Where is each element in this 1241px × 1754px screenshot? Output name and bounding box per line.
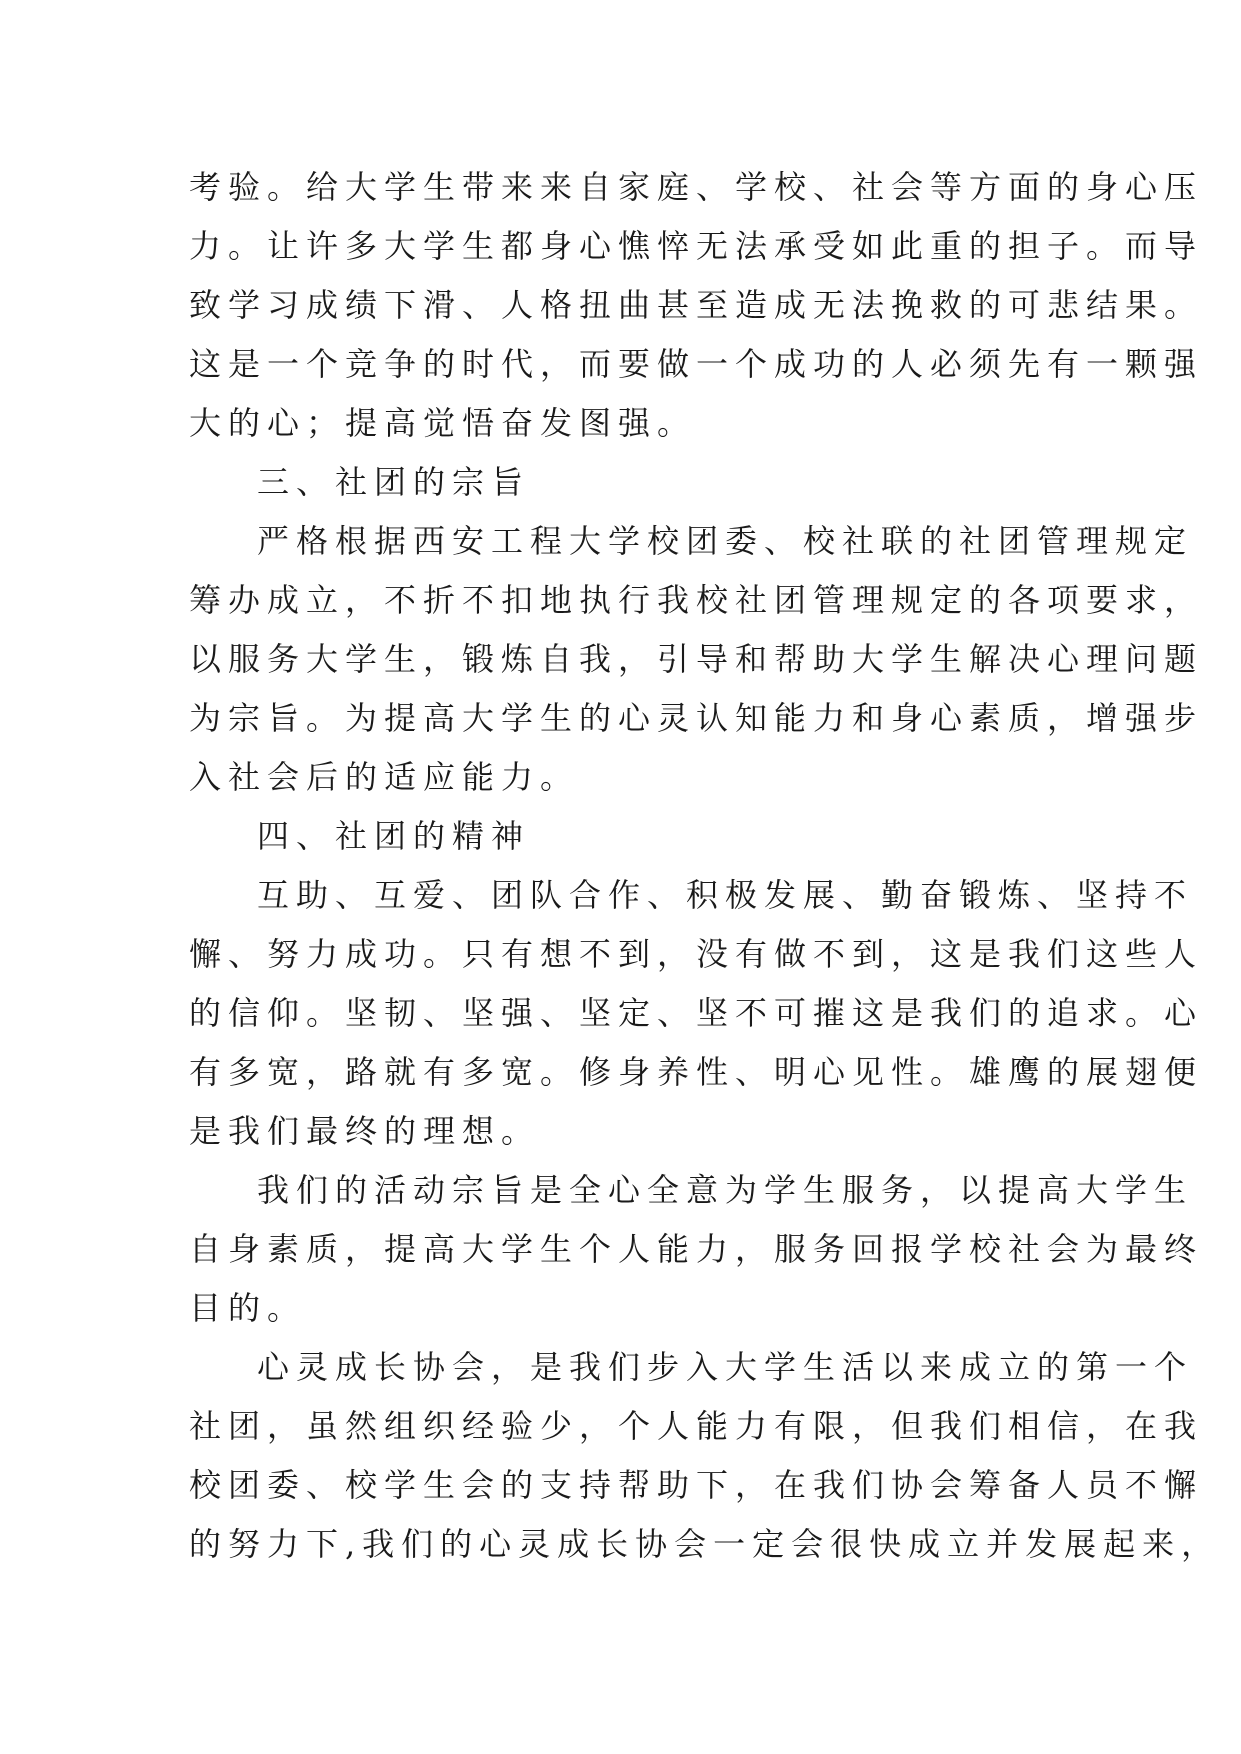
text-line: 大的心；提高觉悟奋发图强。	[189, 404, 697, 442]
section-heading-spirit: 四、社团的精神	[257, 817, 531, 855]
text-line: 以服务大学生，锻炼自我，引导和帮助大学生解决心理问题	[189, 640, 1204, 678]
text-line: 懈、努力成功。只有想不到，没有做不到，这是我们这些人	[189, 935, 1204, 973]
text-line: 我们的活动宗旨是全心全意为学生服务，以提高大学生	[257, 1171, 1194, 1209]
text-line: 的信仰。坚韧、坚强、坚定、坚不可摧这是我们的追求。心	[189, 994, 1204, 1032]
text-line: 考验。给大学生带来来自家庭、学校、社会等方面的身心压	[189, 168, 1204, 206]
text-line: 入社会后的适应能力。	[189, 758, 580, 796]
text-line: 力。让许多大学生都身心憔悴无法承受如此重的担子。而导	[189, 227, 1204, 265]
text-line: 自身素质，提高大学生个人能力，服务回报学校社会为最终	[189, 1230, 1204, 1268]
text-line: 有多宽，路就有多宽。修身养性、明心见性。雄鹰的展翅便	[189, 1053, 1204, 1091]
text-line: 校团委、校学生会的支持帮助下，在我们协会筹备人员不懈	[189, 1466, 1204, 1504]
document-body	[189, 158, 1221, 1574]
text-line: 目的。	[189, 1289, 307, 1327]
text-line: 是我们最终的理想。	[189, 1112, 541, 1150]
section-heading-purpose: 三、社团的宗旨	[257, 463, 531, 501]
text-line: 为宗旨。为提高大学生的心灵认知能力和身心素质，增强步	[189, 699, 1204, 737]
text-line: 的努力下,我们的心灵成长协会一定会很快成立并发展起来，	[189, 1525, 1221, 1563]
text-line: 社团，虽然组织经验少，个人能力有限，但我们相信，在我	[189, 1407, 1204, 1445]
text-line: 严格根据西安工程大学校团委、校社联的社团管理规定	[257, 522, 1194, 560]
text-line: 致学习成绩下滑、人格扭曲甚至造成无法挽救的可悲结果。	[189, 286, 1204, 324]
text-line: 互助、互爱、团队合作、积极发展、勤奋锻炼、坚持不	[257, 876, 1194, 914]
text-line: 筹办成立，不折不扣地执行我校社团管理规定的各项要求，	[189, 581, 1204, 619]
text-line: 这是一个竞争的时代，而要做一个成功的人必须先有一颗强	[189, 345, 1204, 383]
text-line: 心灵成长协会，是我们步入大学生活以来成立的第一个	[257, 1348, 1194, 1386]
